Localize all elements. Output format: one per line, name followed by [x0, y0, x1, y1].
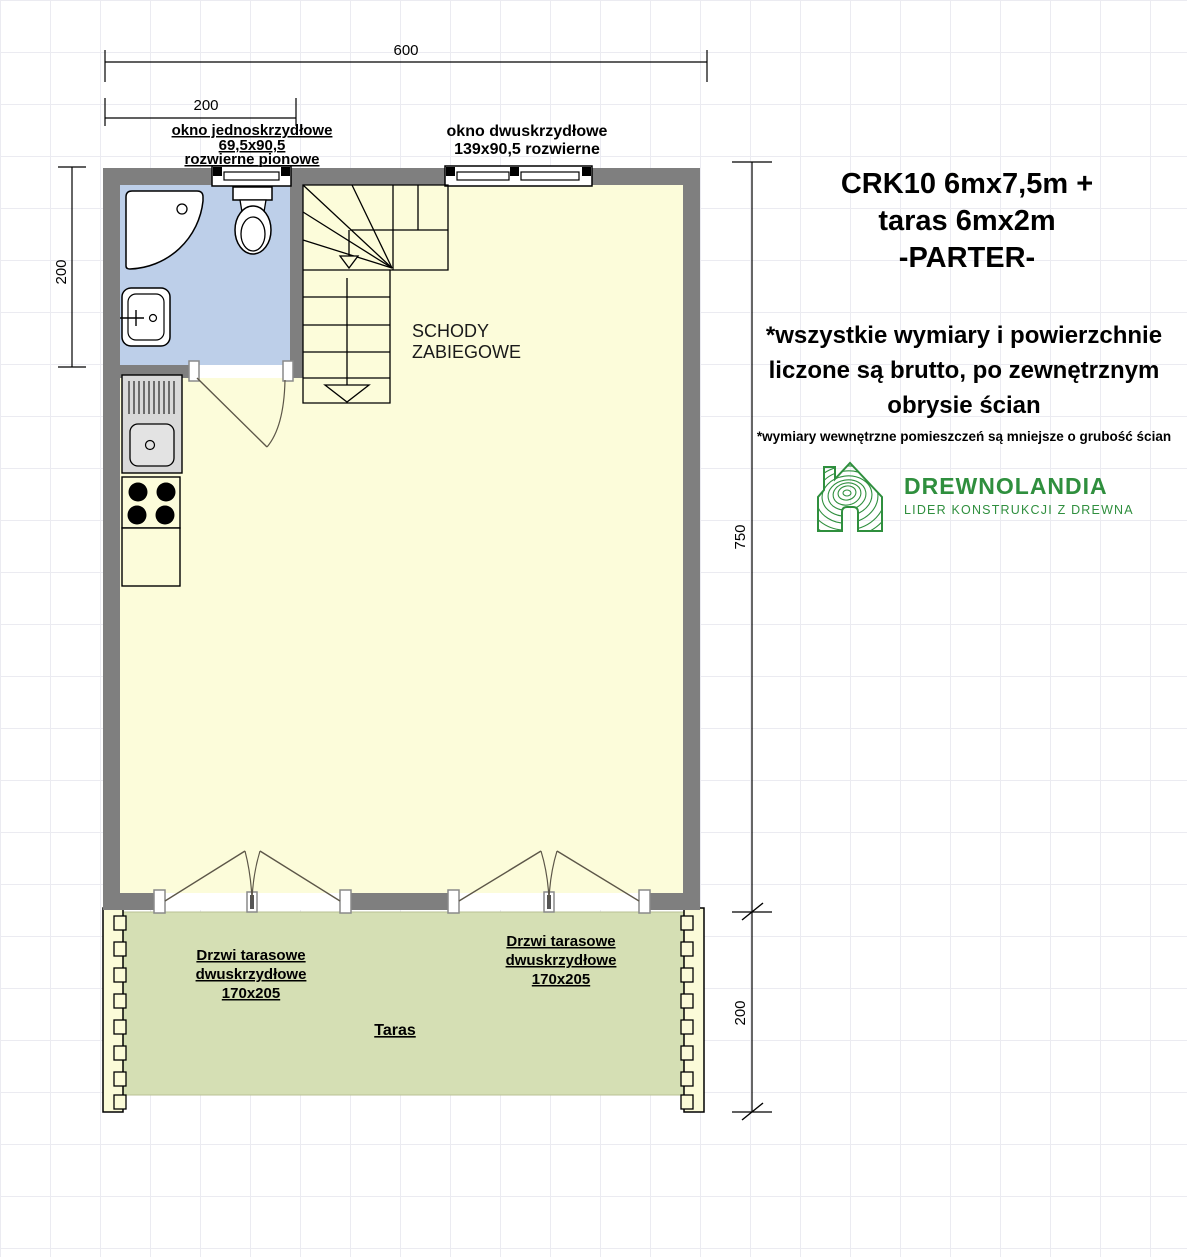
logo-name: DREWNOLANDIA [904, 473, 1108, 499]
plan-title-line1: CRK10 6mx7,5m + [840, 168, 1094, 200]
window-single-label [172, 122, 333, 168]
plan-title-line2: taras 6mx2m [878, 205, 1056, 237]
window-single [212, 166, 291, 186]
dim-bath-width: 200 [193, 97, 219, 114]
svg-text:okno dwuskrzydłowe: okno dwuskrzydłowe [446, 123, 608, 140]
svg-text:dwuskrzydłowe: dwuskrzydłowe [195, 966, 307, 983]
kitchen-stove [122, 477, 180, 528]
svg-text:69,5x90,5: 69,5x90,5 [218, 137, 286, 154]
dim-terrace-depth: 200 [732, 1000, 749, 1026]
logo-text [904, 473, 1134, 517]
dim-house-depth: 750 [732, 524, 749, 550]
svg-text:Drzwi tarasowe: Drzwi tarasowe [506, 933, 616, 950]
washbasin [120, 288, 170, 346]
svg-text:SCHODY: SCHODY [412, 321, 490, 341]
kitchen-sink-unit [122, 375, 182, 473]
svg-text:rozwierne pionowe: rozwierne pionowe [184, 151, 320, 168]
company-logo [810, 455, 1134, 535]
note-dimensions-gross: *wszystkie wymiary i powierzchnie liczone są brutto, po zewnętrznym obrysie ścian [765, 322, 1163, 419]
dimension-right-750-200 [732, 162, 772, 1120]
svg-text:139x90,5 rozwierne: 139x90,5 rozwierne [454, 141, 600, 158]
window-double [445, 166, 592, 186]
svg-text:okno jednoskrzydłowe: okno jednoskrzydłowe [171, 122, 333, 139]
svg-text:Drzwi tarasowe: Drzwi tarasowe [196, 947, 306, 964]
plan-title [742, 166, 1187, 277]
svg-text:170x205: 170x205 [531, 971, 591, 988]
toilet [233, 187, 272, 254]
plan-title-line3: -PARTER- [898, 242, 1036, 274]
dim-bath-height: 200 [53, 259, 70, 285]
logo-house-icon [810, 455, 890, 535]
terrace-label: Taras [374, 1022, 416, 1039]
logo-tagline: LIDER KONSTRUKCJI Z DREWNA [904, 503, 1134, 517]
window-double-label [447, 123, 608, 158]
terrace-post-strip-right [681, 908, 704, 1112]
svg-text:dwuskrzydłowe: dwuskrzydłowe [505, 952, 617, 969]
svg-text:ZABIEGOWE: ZABIEGOWE [412, 342, 522, 362]
dim-total-width: 600 [393, 42, 419, 59]
svg-text:170x205: 170x205 [221, 985, 281, 1002]
kitchen-counter [122, 528, 180, 586]
note-inner-dimensions: *wymiary wewnętrzne pomieszczeń są mniejsze o grubość ścian [756, 429, 1172, 444]
terrace-post-strip-left [103, 908, 126, 1112]
